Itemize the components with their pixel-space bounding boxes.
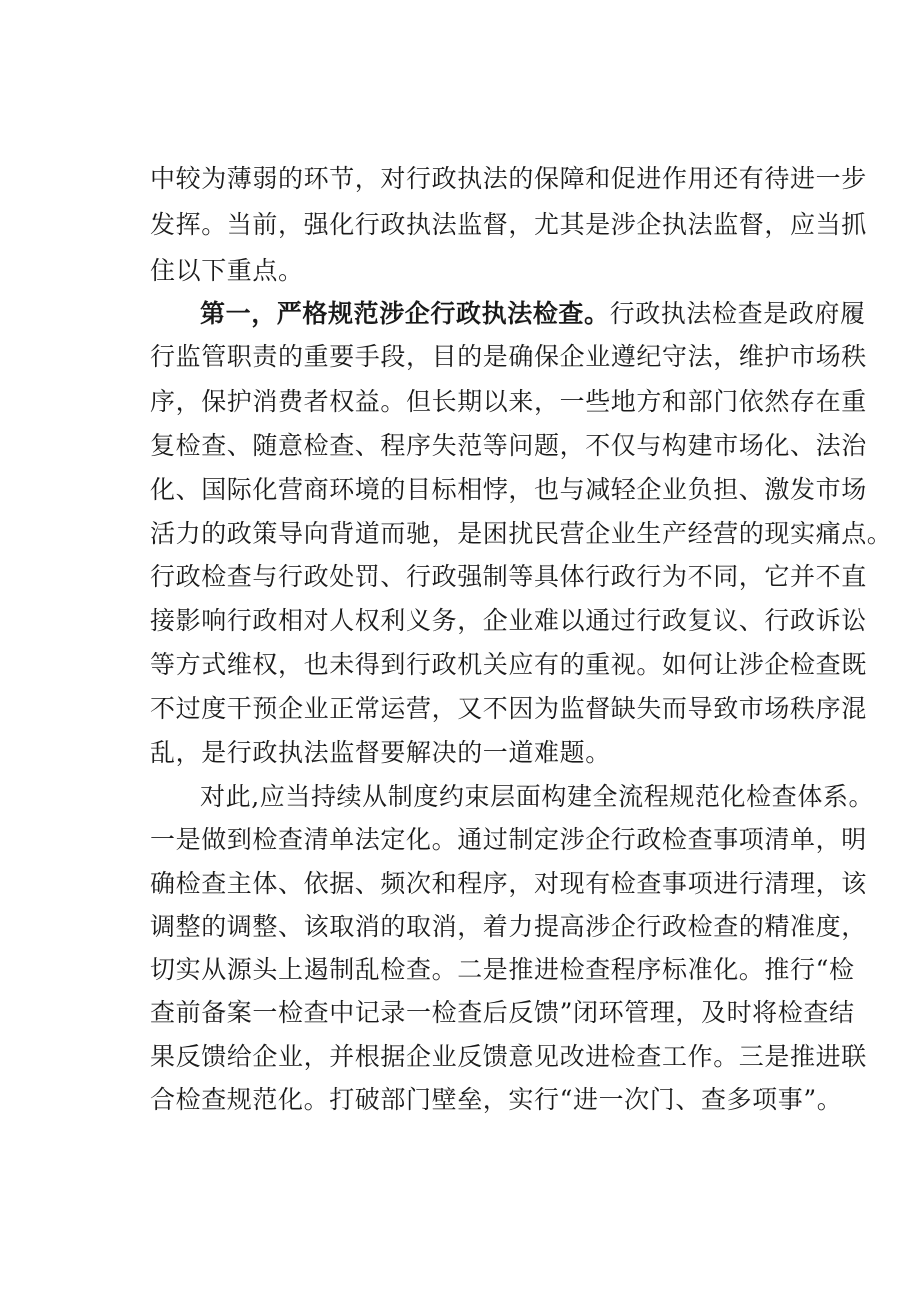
text-line: 乱，是行政执法监督要解决的一道难题。	[150, 738, 611, 767]
text-line: 等方式维权，也未得到行政机关应有的重视。如何让涉企检查既	[150, 650, 867, 679]
text-line: 果反馈给企业，并根据企业反馈意见改进检查工作。三是推进联	[150, 1042, 867, 1071]
text-span: 行政执法检查是政府履	[609, 299, 866, 328]
text-line: 不过度干预企业正常运营，又不因为监督缺失而导致市场秩序混	[150, 694, 867, 723]
text-line: 调整的调整、该取消的取消，着力提高涉企行政检查的精准度，	[150, 912, 867, 941]
text-line: 确检查主体、依据、频次和程序，对现有检查事项进行清理，该	[150, 869, 867, 898]
text-line: 化、国际化营商环境的目标相悖，也与减轻企业负担、激发市场	[150, 475, 867, 504]
text-line: 对此,应当持续从制度约束层面构建全流程规范化检查体系。	[200, 782, 875, 811]
text-line: 活力的政策导向背道而驰，是困扰民营企业生产经营的现实痛点。	[150, 519, 893, 548]
text-line: 行政检查与行政处罚、行政强制等具体行政行为不同，它并不直	[150, 562, 867, 591]
text-line: 接影响行政相对人权利义务，企业难以通过行政复议、行政诉讼	[150, 606, 867, 635]
text-line: 复检查、随意检查、程序失范等问题，不仅与构建市场化、法治	[150, 431, 867, 460]
text-line: 切实从源头上遏制乱检查。二是推进检查程序标准化。推行“检	[150, 955, 855, 984]
text-line: 一是做到检查清单法定化。通过制定涉企行政检查事项清单，明	[150, 825, 867, 854]
section-heading: 第一，严格规范涉企行政执法检查。	[200, 299, 610, 328]
text-line: 合检查规范化。打破部门壁垒，实行“进一次门、查多项事”。	[150, 1085, 843, 1114]
text-line: 中较为薄弱的环节，对行政执法的保障和促进作用还有待进一步	[150, 164, 867, 193]
text-line: 序，保护消费者权益。但长期以来，一些地方和部门依然存在重	[150, 387, 867, 416]
text-line: 行监管职责的重要手段，目的是确保企业遵纪守法，维护市场秩	[150, 342, 867, 371]
paragraph-first-line	[200, 299, 866, 329]
text-line: 住以下重点。	[150, 256, 304, 285]
text-line: 发挥。当前，强化行政执法监督，尤其是涉企执法监督，应当抓	[150, 210, 867, 239]
text-line: 查前备案一检查中记录一检查后反馈”闭环管理，及时将检查结	[150, 998, 855, 1027]
